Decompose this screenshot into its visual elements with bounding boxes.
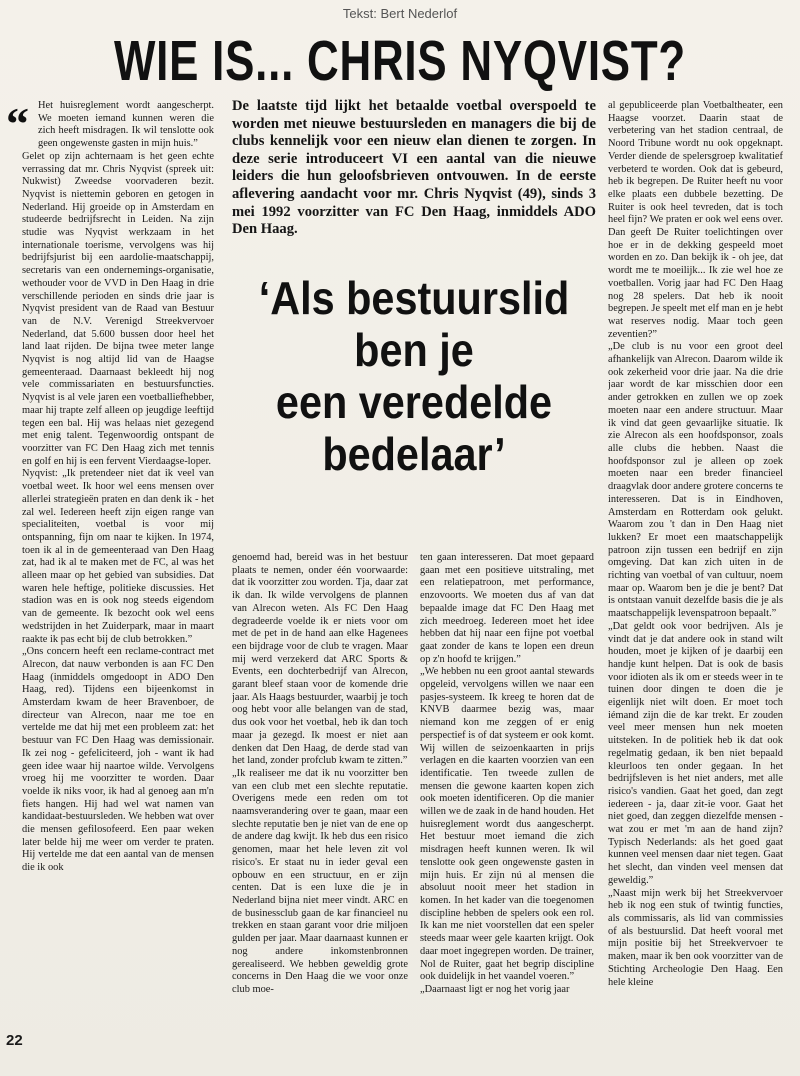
byline: Tekst: Bert Nederlof: [342, 6, 458, 21]
opening-quote-mark: “: [6, 98, 29, 149]
column-4: [608, 100, 783, 1072]
intro-paragraph: De laatste tijd lijkt het betaalde voetbal overspoeld te worden met nieuwe bestuursleden en managers die bij de clubs kennelijk voor een nieuw elan dienen te zorgen. In deze serie introduceert VI een aantal van die nieuwe leiders die hun geloofsbrieven ontvouwen. In de eerste aflevering aandacht voor mr. Chris Nyqvist (49), sinds 3 mei 1992 voorzitter van FC Den Haag, inmiddels ADO Den Haag.: [232, 98, 596, 238]
pull-quote: [232, 272, 596, 480]
paragraph: „We hebben nu een groot aantal stewards opgeleid, vervolgens willen we naar een pasjes-systeem. Ik kreeg te horen dat de KNVB daarmee bezig was, maar niemand kon me zeggen of er enig perspectief is of dat systeem er ook komt. Wij willen de seizoenkaarten in prijs verlagen en die kaarten voorzien van een identificatie. Ten tweede zullen de mensen die gewone kaarten kopen zich ook moeten identificeren. Op die manier willen we de zaak in de hand houden. Het huisreglement wordt dus aangescherpt. Het bestuur moet iemand die zich misdragen heeft kunnen weren. Ik wil tenslotte ook geen ongewenste gasten in mijn huis. Er zijn nú al mensen die absoluut nooit meer het stadion in komen. In het kader van die toegenomen discipline hebben de spelers ook een rol. Ik kan me niet voorstellen dat een speler steeds maar weer gele kaarten krijgt. Ook daar moet ingegrepen worden. De trainer, Nol de Ruiter, gaat het begrip discipline ook duidelijk in het vaandel voeren.”: [420, 666, 594, 983]
paragraph: „Ik realiseer me dat ik nu voorzitter ben van een club met een slechte reputatie. Overigens mede een reden om tot naamsverandering over te gaan, maar een slechte reputatie ben je niet van de ene op de andere dag kwijt. Ik heb dus een risico genomen, maar het hele leven zit vol risico's. Er staat nu in ieder geval een opbouw en een structuur, en er zijn centen. Dat is een luxe die je in Nederland bijna niet meer vindt. ARC en de businessclub gaan de kar financieel nu trekken en staan garant voor drie miljoen gulden per jaar. Maar daarnaast kunnen er nog andere inkomstenbronnen gerealiseerd. We hebben geweldig grote concerns in Den Haag die we voor onze club moe-: [232, 767, 408, 995]
headline: WIE IS... CHRIS NYQVIST?: [113, 29, 687, 93]
column-2: [232, 552, 408, 1072]
paragraph: ten gaan interesseren. Dat moet gepaard gaan met een positieve uitstraling, met een relatiepatroon, met performance, enzovoorts. We moeten dus af van dat bepaalde image dat FC Den Haag met zich meedroeg. Iedereen moet het idee hebben dat hij naar een fijne pot voetbal gaat zonder de kans te lopen een dreun op z'n hoofd te krijgen.”: [420, 552, 594, 665]
paragraph: „Dat geldt ook voor bedrijven. Als je vindt dat je dat andere ook in stand wilt houden, moet je kijken of je daarbij een handje kunt helpen. Dat is ook de basis voor idioten als ik om er steeds weer in te tuinen door dingen te doen die je eigenlijk niet wilt doen. Er moet toch iémand zijn die de kar trekt. Er zouden veel meer mensen hun nek moeten uitsteken. In de politiek heb ik dat ook regelmatig gedaan, ik ben niet bepaald kleurloos ten onder gegaan. In het bedrijfsleven is het niet anders, met alle risico's vandien. Gaat het goed, dan zegt iedereen - ja, daar zit-ie voor. Gaat het niet goed, dan zeggen diezelfde mensen - wat zou er met 'm aan de hand zijn? Typisch Nederlands: als het goed gaat kunnen veel mensen daar niet tegen. Gaat het slecht, dan vinden veel mensen dat geweldig.”: [608, 620, 783, 886]
paragraph: „Naast mijn werk bij het Streekvervoer heb ik nog een stuk of twintig functies, als commissaris, als lid van commissies of als bestuurslid. Dat heeft vooral met mijn positie bij het Streekvervoer te maken, maar ik ben ook voorzitter van de Stichting Archeologie Den Haag. Een hele kleine: [608, 887, 783, 988]
paragraph: Het huisreglement wordt aangescherpt. We moeten iemand kunnen weren die zich heeft misdragen. Ik wil tenslotte ook geen ongewenste gasten in mijn huis.”: [38, 100, 214, 150]
pull-quote-line: ‘Als bestuurslid: [258, 272, 570, 324]
paragraph: Nyqvist: „Ik pretendeer niet dat ik veel van voetbal weet. Ik hoor wel eens mensen over allerlei strategieën praten en dan denk ik - het zal wel. Iedereen heeft zijn eigen range van specialiteiten, voetbal is voor mij ontspanning, fijn om naar te kijken. In 1974, toen ik al in de gemeenteraad van Den Haag zat, had ik al te maken met de FC, al was het alleen maar op het gebied van subsidies. Dat waren hele heftige, politieke discussies. Het stadion was en is ook nog steeds eigendom van de gemeente. Ik bezocht ook wel eens wedstrijden in het Zuiderpark, maar in maart raakte ik pas echt bij de club betrokken.”: [22, 468, 214, 645]
pull-quote-line: een veredelde: [275, 376, 553, 428]
column-1: [22, 100, 214, 1052]
paragraph: Gelet op zijn achternaam is het geen echte verrassing dat mr. Chris Nyqvist (spreek uit: Nukwist) Zweedse voorvaderen bezit. Nyqvist is niettemin geboren en getogen in Nederland. Hij groeide op in Amsterdam en studeerde bedrijfsrecht in Leiden. Na zijn studie was Nyqvist werkzaam in het internationale toerisme, vervolgens was hij bedrijfsjurist bij een aardolie-maatschappij, secretaris van een ondernemings-organisatie, wethouder voor de VVD in Den Haag in drie verschillende perioden en sinds drie jaar is Nyqvist president van de Raad van Bestuur van de N.V. Verenigd Streekvervoer Nederland, dat 5.600 bussen door heel het land laat rijden. De bijna twee meter lange Nyqvist is nog altijd lid van de Haagse gemeenteraad. Daarnaast bekleedt hij nog vele commissariaten en bestuursfuncties. Nyqvist is al vele jaren een voetballiefhebber, maar hij trapte zelf alleen op jeugdige leeftijd tegen een bal. Hij was helaas niet gezegend met enig talent. Tegenwoordig ontspant de voorzitter van FC Den Haag zich met tennis en golf en hij is een fervent Vierdaagse-loper.: [22, 150, 214, 467]
pull-quote-line: bedelaar’: [322, 428, 506, 480]
paragraph: al gepubliceerde plan Voetbaltheater, een Haagse voorzet. Daarin staat de verbetering van het stadion centraal, de Noord Tribune wordt nu ook opgeknapt. Verder diende de spelersgroep kwalitatief verbeterd te worden. Ook dat is gebeurd, heb ik begrepen. De Ruiter heeft nu voor elke plaats een dubbele bezetting. De Ruiter is ook heel tevreden, dat is toch heel fijn? We praten er ook wel eens over. Dan geeft De Ruiter toelichtingen over hoe er in de dekking gespeeld moet worden en zo. Dan bekijk ik - oh jee, dat wordt me te moeilijk... Ik zie wel hoe ze voetballen. Vorig jaar had FC Den Haag nog 28 spelers. Dat heb ik nooit begrepen. Je speelt met elf man en je hebt wat reserves nodig. Maar toch geen zeventien?”: [608, 100, 783, 340]
column-3: [420, 552, 594, 1072]
pull-quote-line: ben je: [354, 324, 474, 376]
paragraph: „De club is nu voor een groot deel afhankelijk van Alrecon. Daarom wilde ik ook zekerheid voor drie jaar. Na die drie jaar wordt de kar misschien door een ander getrokken en zullen we op zoek moeten naar een andere structuur. Maar ik vind dat geen gevaarlijke situatie. Ik zie Alrecon als een hoofdsponsor, zoals alle clubs die hebben. Naast die hoofdsponsor zul je alleen op zoek moeten naar een breder financieel draagvlak door andere grotere concerns te interesseren. Dat is in Eindhoven, Amsterdam en Rotterdam ook gelukt. Waarom zou 't dan in Den Haag niet lukken? Er moet een maatschappelijk patroon zijn tussen een bedrijf en zijn omgeving. Dat kan zich uiten in de richting van voetbal of van cultuur, noem maar op. Waarom ben je die je bent? Dat is ontstaan vanuit dezelfde basis die je als maatschappelijk levenspatroon bepaalt.”: [608, 341, 783, 620]
page-number: 22: [6, 1032, 23, 1049]
paragraph: genoemd had, bereid was in het bestuur plaats te nemen, onder één voorwaarde: dat ik voorzitter zou worden. Tja, daar zat ik dan. Ik wilde vervolgens de plannen van Alrecon weten. Als FC Den Haag degradeerde voelde ik er niets voor om met de pet in de hand aan elke Hagenees een bijdrage voor de club te vragen. Maar mij werd verzekerd dat ARC Sports & Events, een dochterbedrijf van Alrecon, garant bleef staan voor de komende drie jaar. Als Haags bestuurder, waarbij je toch oog hebt voor alle belangen van de stad, dus ook voor het voetbal, heb ik dan toch maar ja gezegd. Ik moest er niet aan denken dat Den Haag, de derde stad van het land, zonder profclub kwam te zitten.”: [232, 552, 408, 767]
paragraph: „Daarnaast ligt er nog het vorig jaar: [420, 983, 570, 995]
paragraph: „Ons concern heeft een reclame-contract met Alrecon, dat nauw verbonden is aan FC Den Haag (inmiddels omgedoopt in ADO Den Haag, red). Tijdens een bijeenkomst in Amsterdam kwam de heer Bravenboer, de directeur van Alrecon, naar me toe en vertelde me dat hij met een probleem zat: het bestuur van FC Den Haag was demissionair. Ik zei nog - gefeliciteerd, joh - want ik had geen idee waar hij naartoe wilde. Vervolgens vroeg hij me voorzitter te worden. Daar voelde ik niks voor, ik had al genoeg aan m'n fiets hangen. Hij had wel wat namen van kandidaat-bestuursleden. We hebben wat over die mensen gefilosofeerd. Een paar weken later belde hij me weer om verder te praten. Hij vertelde me dat een aantal van de mensen die ik ook: [22, 646, 214, 874]
